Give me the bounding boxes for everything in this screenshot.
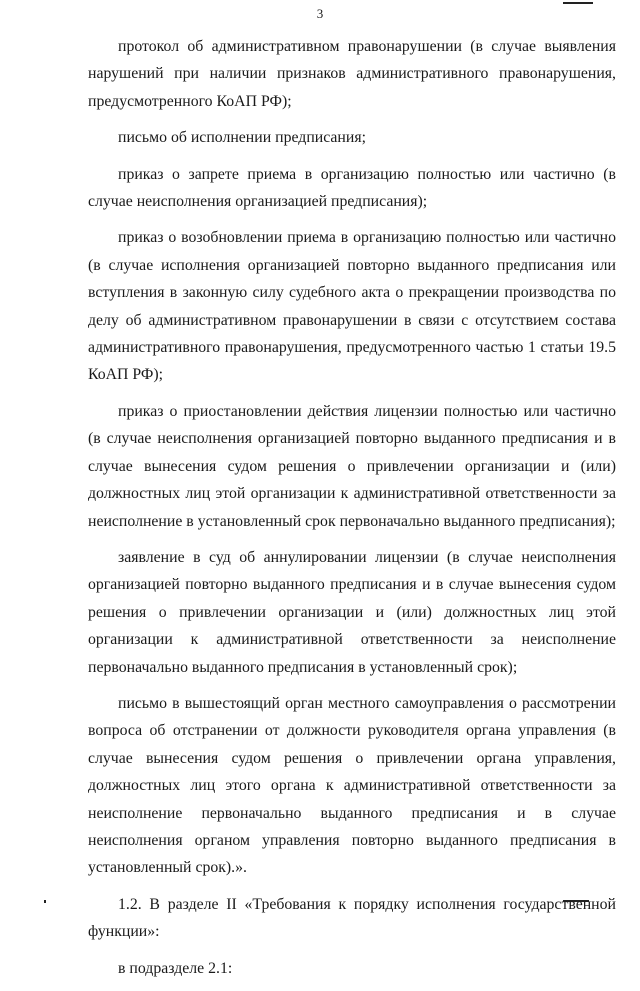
document-body <box>88 33 616 991</box>
paragraph-subsection-2-1: в подразделе 2.1: <box>118 959 233 977</box>
paragraph-letter-authority: письмо в вышестоящий орган местного самоуправления о рассмотрении вопроса об отстранении от должности руководителя органа управления (в случае вынесения судом решения о привлечении органа управления, должностных лиц этого органа к административной ответственности за неисполнение первоначально выданного предписания и в случае неисполнения органом управления повторно выданного предписания в установленный срок).». <box>88 694 616 877</box>
paragraph-order-ban: приказ о запрете приема в организацию полностью или частично (в случае неисполнения организацией предписания); <box>88 165 616 211</box>
paragraph-court-claim: заявление в суд об аннулировании лицензии (в случае неисполнения организацией повторно выданного предписания и в случае вынесения судом решения о привлечении организации и (или) должностных лиц этой организации к административной ответственности за неисполнение первоначально выданного предписания в установленный срок); <box>88 548 616 676</box>
scan-mark-top-right <box>563 2 593 4</box>
paragraph-section-2: 1.2. В разделе II «Требования к порядку исполнения государственной функции»: <box>88 895 616 941</box>
paragraph-order-suspend-license: приказ о приостановлении действия лицензии полностью или частично (в случае неисполнения организацией повторно выданного предписания и в случае вынесения судом решения о привлечении организации и (или) должностных лиц этой организации к административной ответственности за неисполнение в установленный срок первоначально выданного предписания); <box>88 402 616 530</box>
page-number: 3 <box>316 6 324 21</box>
scan-mark-bottom-left <box>44 900 46 903</box>
paragraph-letter: письмо об исполнении предписания; <box>118 129 366 147</box>
paragraph-protocol: протокол об административном правонарушении (в случае выявления нарушений при наличии признаков административного правонарушения, предусмотренного КоАП РФ); <box>88 38 616 110</box>
paragraph-order-resume: приказ о возобновлении приема в организацию полностью или частично (в случае исполнения организацией повторно выданного предписания или вступления в законную силу судебного акта о прекращении производства по делу об административном правонарушении в связи с отсутствием состава административного правонарушения, предусмотренного частью 1 статьи 19.5 КоАП РФ); <box>88 229 616 384</box>
